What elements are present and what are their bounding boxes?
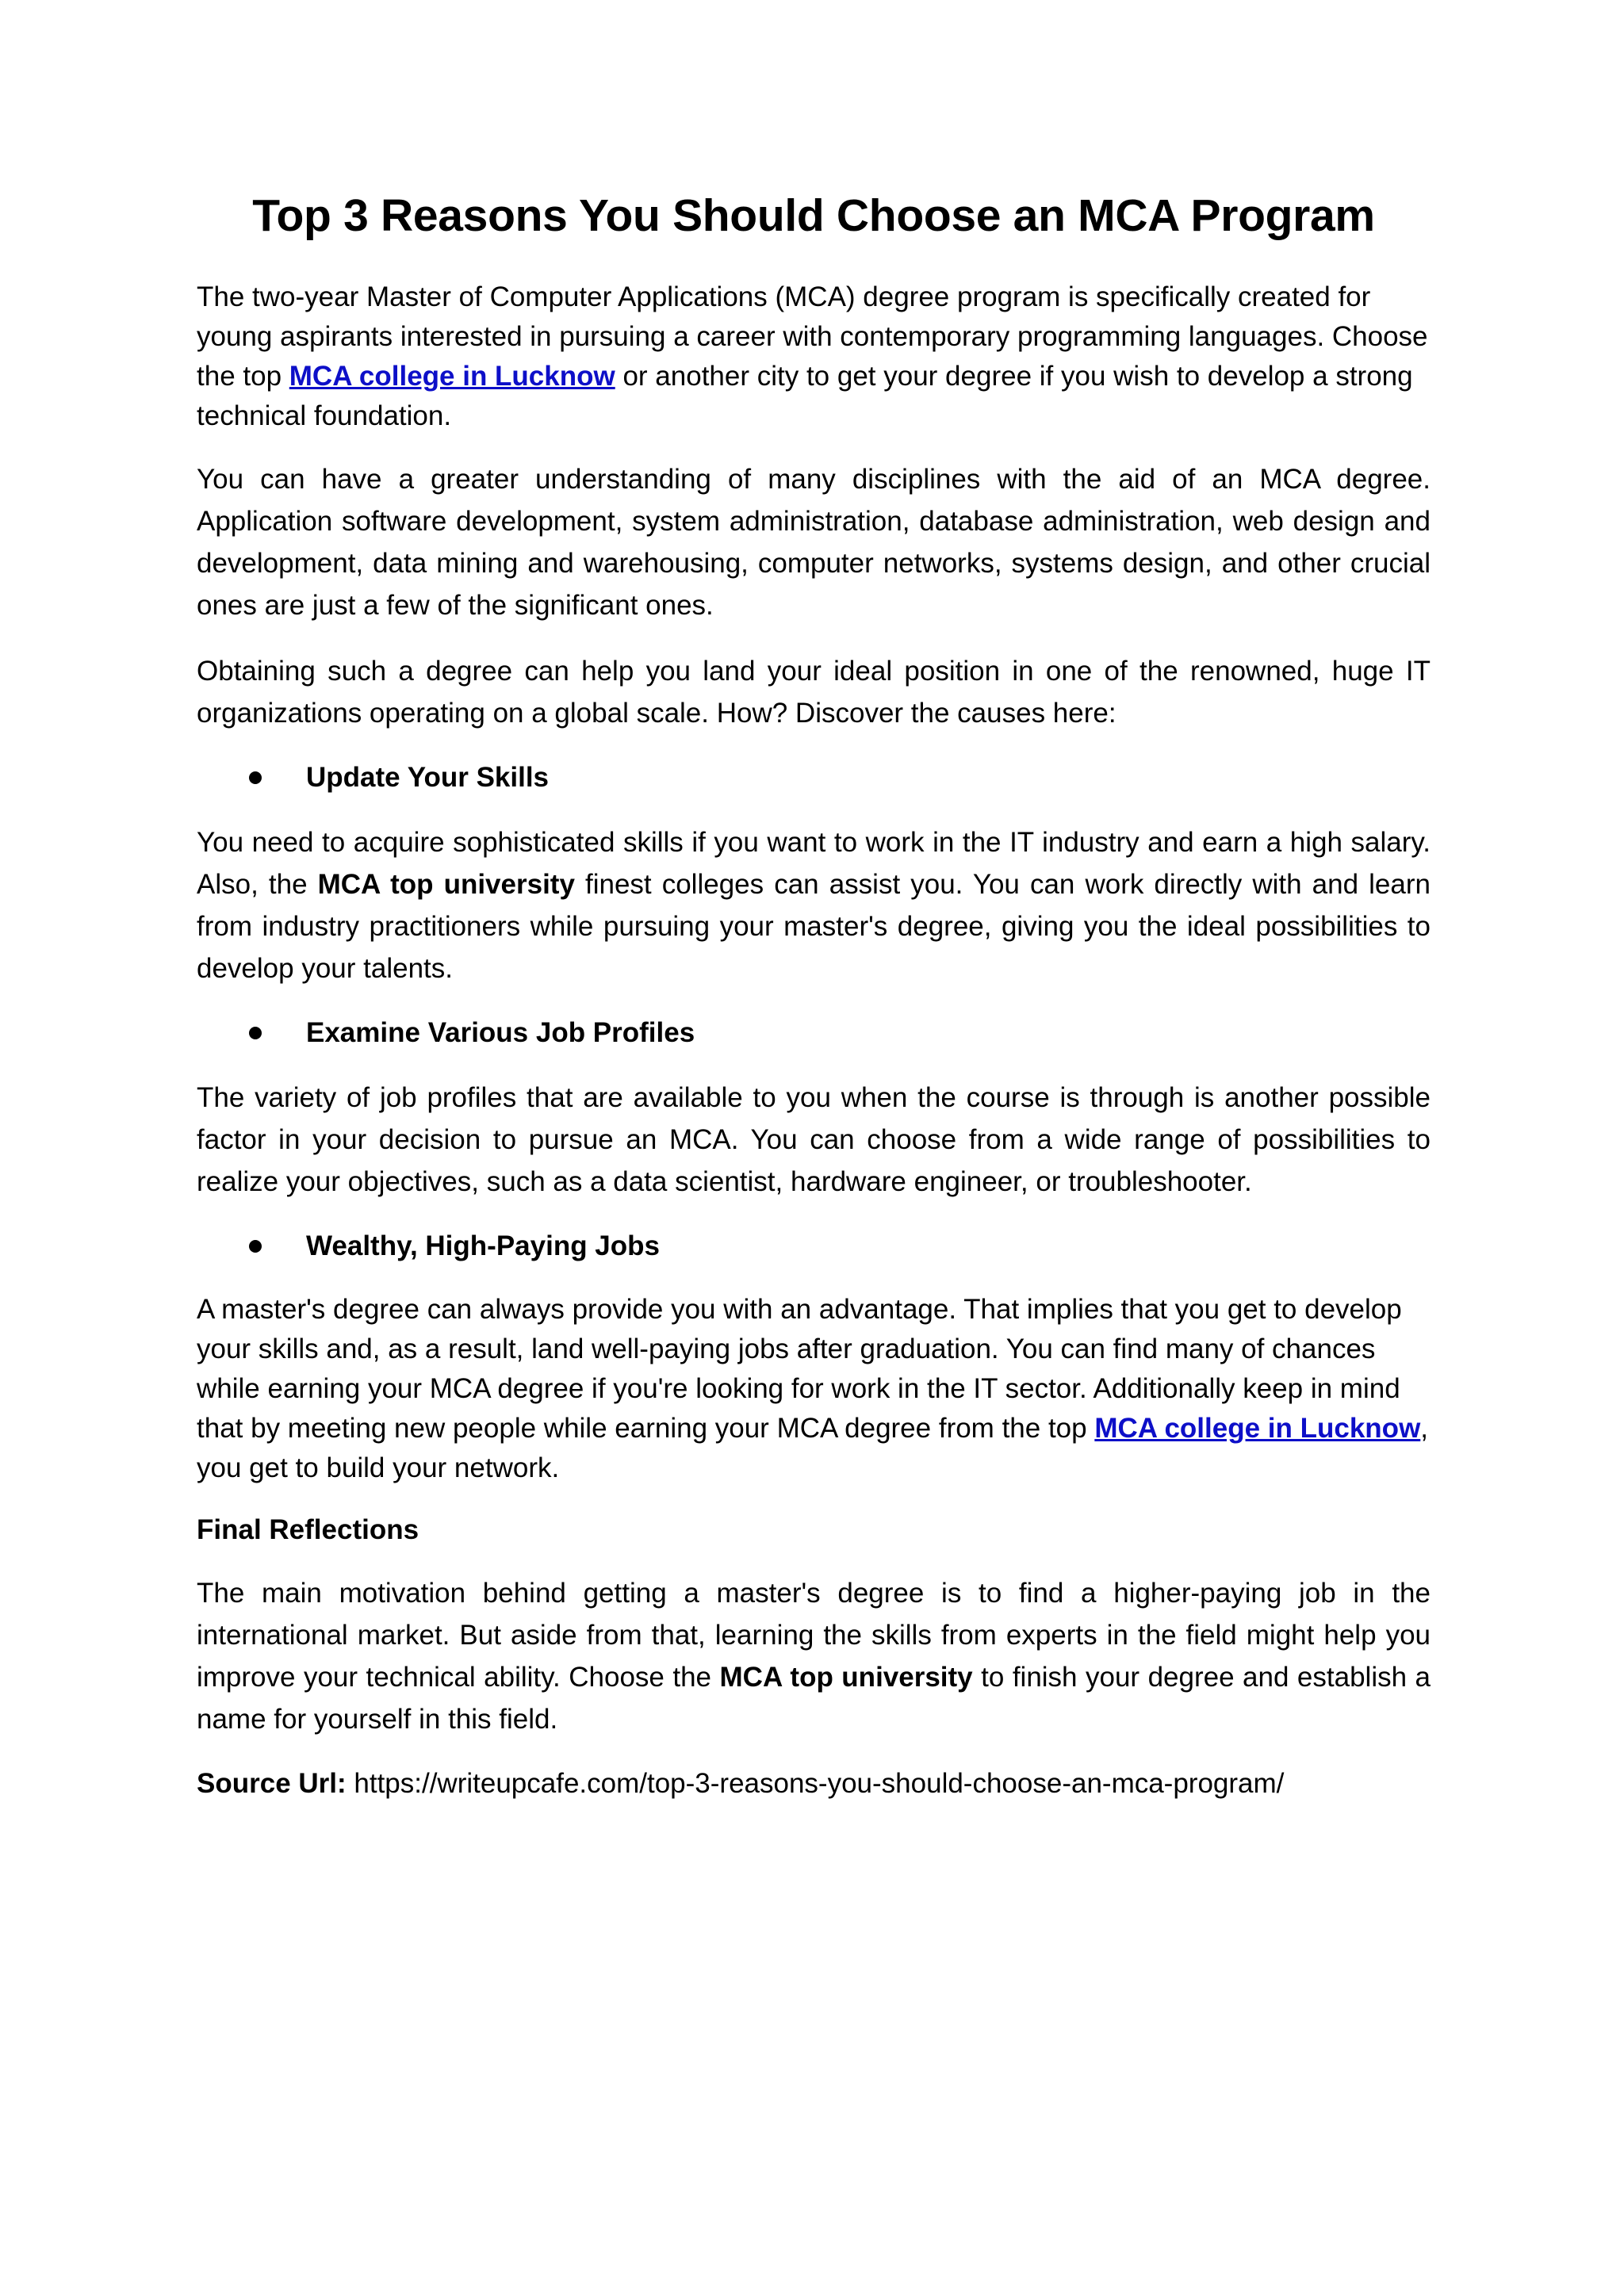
organizations-paragraph: Obtaining such a degree can help you land your ideal position in one of the renowned, huge IT organizations operating on a global scale. How? Discover the causes here: bbox=[197, 655, 1431, 729]
job-profiles-paragraph: The variety of job profiles that are available to you when the course is through is another possible factor in your decision to pursue an MCA. You can choose from a wide range of possibilities to realize your objectives, such as a data scientist, hardware engineer, or troubleshooter. bbox=[197, 1081, 1431, 1197]
bullet-dot-icon bbox=[249, 1240, 262, 1253]
intro-paragraph bbox=[197, 277, 1431, 436]
bullet-label: Examine Various Job Profiles bbox=[306, 1016, 695, 1048]
bullet-label: Update Your Skills bbox=[306, 761, 550, 793]
source-line bbox=[197, 1764, 1431, 1804]
bullet-dot-icon bbox=[249, 1027, 262, 1039]
final-paragraph bbox=[197, 1572, 1431, 1740]
skills-paragraph bbox=[197, 821, 1431, 989]
bullet-job-profiles bbox=[197, 1013, 1431, 1053]
disciplines-paragraph: You can have a greater understanding of many disciplines with the aid of an MCA degree. Application software development, system administration, database administration, web design and development, data mining and warehousing, computer networks, systems design, and other crucial ones are just a few of the significant ones. bbox=[197, 463, 1431, 621]
bullet-update-skills bbox=[197, 758, 1431, 798]
skills-text-end: finest colleges can assist you. You can work directly with and learn from industry practitioners while pursuing your master's degree, giving you the ideal possibilities to develop your talents. bbox=[197, 868, 1431, 984]
advantage-paragraph bbox=[197, 1290, 1431, 1488]
intro-text-end: or another city to get your degree if you wish to develop a strong technical foundation. bbox=[197, 360, 1413, 431]
mca-college-lucknow-link-2[interactable]: MCA college in Lucknow bbox=[1094, 1412, 1421, 1444]
document-page bbox=[197, 190, 1431, 1804]
source-url: https://writeupcafe.com/top-3-reasons-you-should-choose-an-mca-program/ bbox=[346, 1767, 1285, 1799]
bullet-high-paying-jobs bbox=[197, 1226, 1431, 1266]
mca-top-university-bold-2: MCA top university bbox=[719, 1661, 973, 1693]
final-reflections-heading: Final Reflections bbox=[197, 1513, 419, 1545]
advantage-text-start: A master's degree can always provide you with an advantage. That implies that you get to develop your skills and, as a result, land well-paying jobs after graduation. You can find many of chances while earning your MCA degree if you're looking for work in the IT sector. Additionally keep in mind that by meeting new people while earning your MCA degree from the top bbox=[197, 1293, 1402, 1444]
mca-college-lucknow-link[interactable]: MCA college in Lucknow bbox=[289, 360, 615, 392]
final-text-end: to finish your degree and establish a name for yourself in this field. bbox=[197, 1661, 1431, 1735]
final-text-start: The main motivation behind getting a master's degree is to find a higher-paying job in the international market. But aside from that, learning the skills from experts in the field might help you improve your technical ability. Choose the bbox=[197, 1577, 1431, 1693]
mca-top-university-bold: MCA top university bbox=[317, 868, 575, 900]
bullet-label: Wealthy, High-Paying Jobs bbox=[306, 1230, 660, 1261]
source-label: Source Url: bbox=[197, 1767, 347, 1799]
bullet-dot-icon bbox=[249, 771, 262, 784]
advantage-text-end: , you get to build your network. bbox=[197, 1412, 1429, 1483]
intro-text-start: The two-year Master of Computer Applications (MCA) degree program is specifically created for young aspirants interested in pursuing a career with contemporary programming languages. Choose the top bbox=[197, 281, 1428, 392]
page-title: Top 3 Reasons You Should Choose an MCA Program bbox=[252, 190, 1375, 241]
skills-text-start: You need to acquire sophisticated skills if you want to work in the IT industry and earn a high salary. Also, the bbox=[197, 826, 1431, 900]
